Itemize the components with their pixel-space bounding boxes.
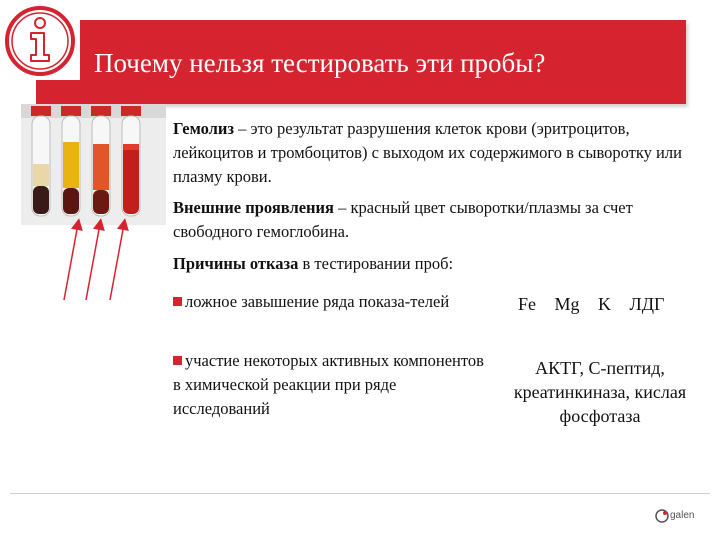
bullet-square-icon — [173, 356, 182, 365]
blood-tubes-photo — [21, 104, 166, 225]
footer-logo: galen — [670, 510, 695, 521]
bullet-text: ложное завышение ряда показа-телей — [185, 292, 450, 311]
bullet-square-icon — [173, 297, 182, 306]
page-title: Почему нельзя тестировать эти пробы? — [94, 48, 546, 78]
galen-logo-icon — [654, 508, 670, 524]
list-item — [173, 349, 493, 421]
hemolysis-definition — [173, 117, 693, 189]
external-signs — [173, 196, 693, 244]
info-icon — [0, 0, 80, 80]
bullet-text: участие некоторых активных компонентов в химической реакции при ряде исследований — [173, 351, 484, 418]
title-bar — [36, 20, 686, 104]
footer-divider — [10, 493, 710, 494]
hemolysis-text: – это результат разрушения клеток крови (эритроцитов, лейкоцитов и тромбоцитов) с выходом их содержимого в сыворотку или плазму крови. — [173, 119, 682, 186]
rejection-reasons-term: Причины отказа — [173, 254, 299, 273]
arrows-graphic — [40, 210, 150, 305]
external-signs-text: – красный цвет сыворотки/плазмы за счет свободного гемоглобина. — [173, 198, 633, 241]
list-item — [173, 290, 493, 314]
external-signs-term: Внешние проявления — [173, 198, 334, 217]
rejection-reasons-text: в тестировании проб: — [298, 254, 454, 273]
hemolysis-term: Гемолиз — [173, 119, 235, 138]
affected-tests: АКТГ, С-пептид, креатинкиназа, кислая фосфотаза — [513, 358, 687, 426]
affected-analytes: Fe Mg K ЛДГ — [518, 294, 665, 314]
rejection-reasons — [173, 252, 693, 276]
